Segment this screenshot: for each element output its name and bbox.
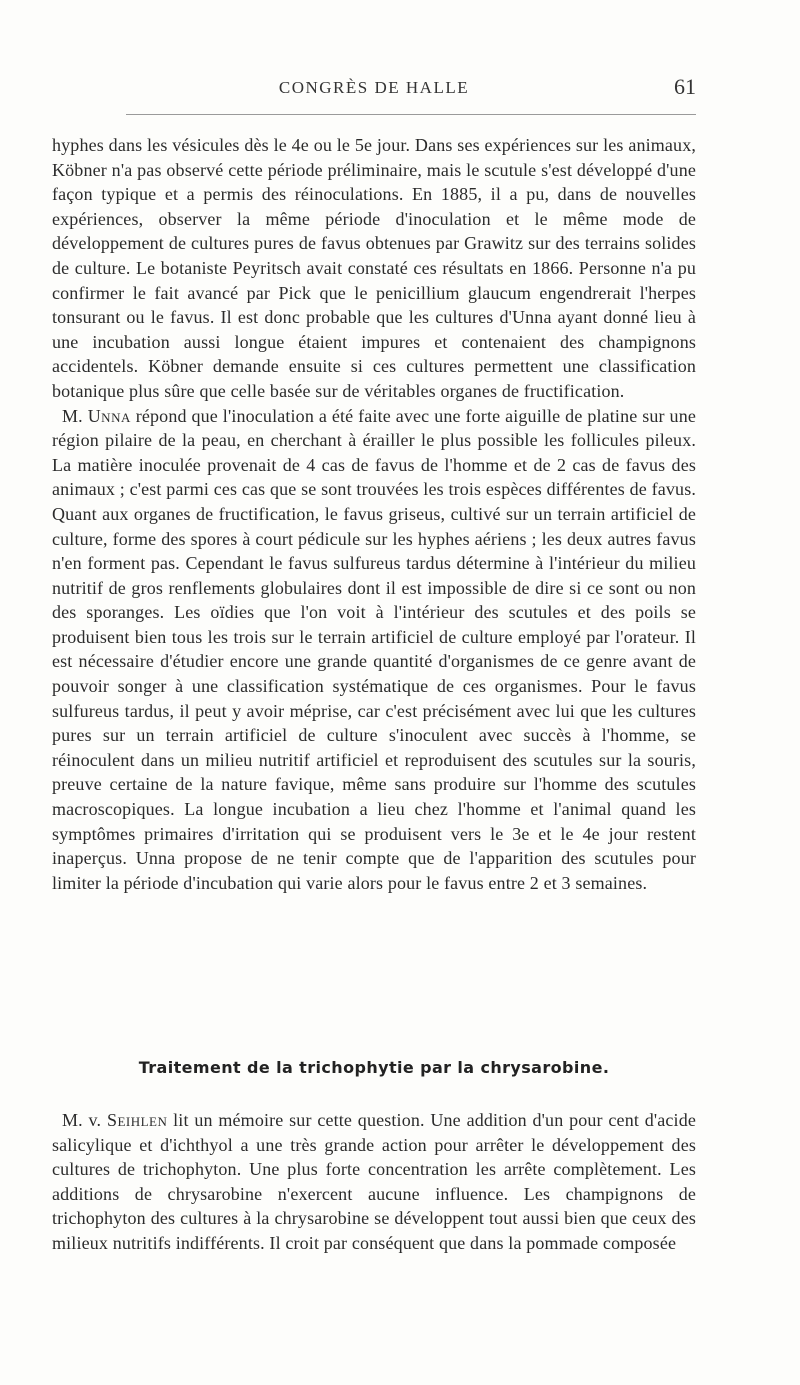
main-text-block — [52, 133, 696, 895]
running-title: CONGRÈS DE HALLE — [278, 78, 470, 97]
section-text-block — [52, 1108, 696, 1256]
paragraph-text: répond que l'inoculation a été faite avec une forte aiguille de platine sur une région pilaire de la peau, en cherchant à érailler le plus possible les follicules pileux. La matière inoculée provenait de 4 cas de favus de l'homme et de 2 cas de favus des animaux ; c'est parmi ces cas que se sont trouvées les trois espèces différentes de favus. Quant aux organes de fructification, le favus griseus, cultivé sur un terrain artificiel de culture, forme des spores à court pédicule sur les hyphes aériens ; les deux autres favus n'en forment pas. Cependant le favus sulfureus tardus détermine à l'intérieur du milieu nutritif de gros renflements globulaires dont il est impossible de dire si ce sont ou non des sporanges. Les oïdies que l'on voit à l'intérieur des scutules et des poils se produisent bien tous les trois sur le terrain artificiel de culture employé par l'orateur. Il est nécessaire d'étudier encore une grande quantité d'organismes de ce genre avant de pouvoir songer à une classification systématique de ces organismes. Pour le favus sulfureus tardus, il peut y avoir méprise, car c'est précisément avec lui que les cultures pures sur un terrain artificiel de culture s'inoculent avec succès à l'homme, se réinoculent dans un milieu nutritif artificiel et reproduisent des scutules sur la souris, preuve certaine de la nature favique, même sans produire sur l'homme des scutules macroscopiques. La longue incubation a lieu chez l'homme et l'animal quand les symptômes primaires d'irritation qui se produisent vers le 3e et le 4e jour restent inaperçus. Unna propose de ne tenir compte que de l'apparition des scutules pour limiter la période d'incubation qui varie alors pour le favus entre 2 et 3 semaines. — [52, 405, 696, 893]
section-heading: Traitement de la trichophytie par la chrysarobine. — [138, 1058, 610, 1077]
running-head — [52, 74, 696, 104]
paragraph-kobner-continuation: hyphes dans les vésicules dès le 4e ou le 5e jour. Dans ses expériences sur les animaux, Köbner n'a pas observé cette période préliminaire, mais le scutule s'est développé d'une façon typique et a permis des réinoculations. En 1885, il a pu, dans de nouvelles expériences, observer la même période d'inoculation et le même mode de développement de cultures pures de favus obtenues par Grawitz sur des terrains solides de culture. Le botaniste Peyritsch avait constaté ces résultats en 1866. Personne n'a pu confirmer le fait avancé par Pick que le penicillium glaucum engendrerait l'herpes tonsurant ou le favus. Il est donc probable que les cultures d'Unna ayant donné lieu à une incubation aussi longue étaient impures et contenaient des champignons accidentels. Köbner demande ensuite si ces cultures permettent une classification botanique plus sûre que celle basée sur de véritables organes de fructification. — [52, 135, 696, 401]
speaker-prefix: M. v. — [62, 1110, 102, 1130]
speaker-prefix: M. — [62, 405, 83, 426]
paragraph-seihlen — [52, 1108, 696, 1256]
speaker-name: Unna — [87, 405, 131, 426]
paragraph-text: lit un mémoire sur cette question. Une addition d'un pour cent d'acide salicylique et d'ichthyol a une très grande action pour arrêter le développement des cultures de trichophyton. Une plus forte concentration les arrête complètement. Les additions de chrysarobine n'exercent aucune influence. Les champignons de trichophyton des cultures à la chrysarobine se développent tout aussi bien que ceux des milieux nutritifs indifférents. Il croit par conséquent que dans la pommade composée — [52, 1110, 696, 1253]
page-number: 61 — [674, 74, 696, 99]
header-rule — [126, 114, 696, 115]
speaker-name: Seihlen — [106, 1110, 168, 1130]
paragraph-unna-reply — [52, 404, 696, 896]
